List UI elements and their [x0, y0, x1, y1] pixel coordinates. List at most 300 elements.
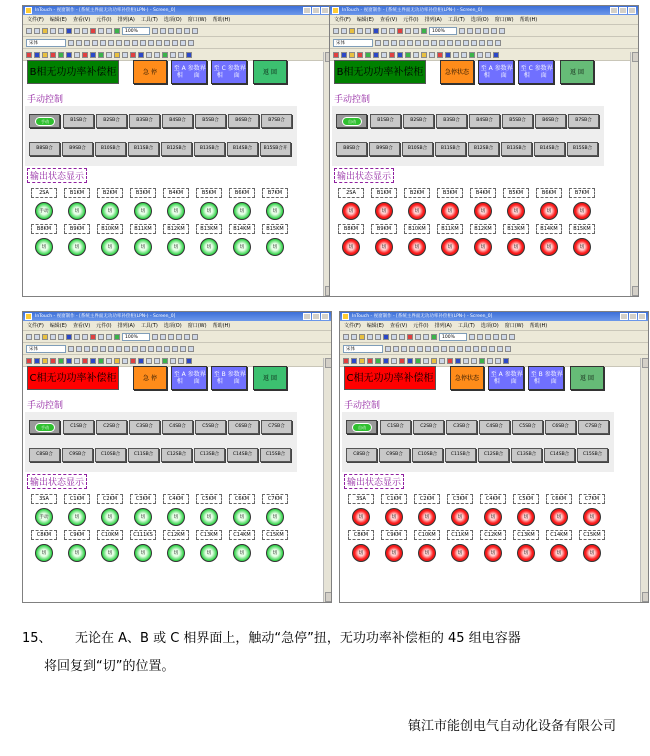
capacitor-switch-button[interactable]: B8SB合: [29, 142, 60, 156]
tool-icon[interactable]: [58, 334, 64, 340]
capacitor-switch-button[interactable]: B10SB合: [402, 142, 433, 156]
lamp-text: 切: [589, 551, 595, 556]
tool-icon[interactable]: [164, 346, 170, 352]
menu-item[interactable]: 选项(O): [480, 323, 499, 329]
tool-icon[interactable]: [92, 346, 98, 352]
capacitor-switch-button[interactable]: B7SB合: [568, 114, 599, 128]
tool-icon[interactable]: [180, 40, 186, 46]
tool-icon[interactable]: [148, 40, 154, 46]
tool-icon[interactable]: [479, 40, 485, 46]
capacitor-switch-button[interactable]: C8SB合: [29, 448, 60, 462]
capacitor-switch-button[interactable]: B6SB合: [228, 114, 259, 128]
close-button[interactable]: [321, 313, 329, 320]
back-button[interactable]: [253, 366, 287, 390]
menu-item[interactable]: 元件(I): [413, 323, 429, 329]
tool-icon[interactable]: [447, 40, 453, 46]
tool-icon[interactable]: [26, 28, 32, 34]
menu-item[interactable]: 窗口(W): [504, 323, 524, 329]
capacitor-switch-button[interactable]: C12SB合: [478, 448, 509, 462]
tool-icon[interactable]: [491, 28, 497, 34]
tool-icon[interactable]: [188, 40, 194, 46]
tool-icon[interactable]: [50, 334, 56, 340]
zoom-combo[interactable]: 100%: [122, 27, 150, 35]
tool-icon[interactable]: [176, 28, 182, 34]
capacitor-switch-button[interactable]: C11SB合: [128, 448, 159, 462]
maximize-button[interactable]: [619, 7, 627, 14]
tool-icon[interactable]: [439, 40, 445, 46]
status-lamp: [266, 544, 284, 562]
capacitor-switch-button[interactable]: C3SB合: [129, 420, 160, 434]
capacitor-switch-button[interactable]: C6SB合: [545, 420, 576, 434]
output-label: C10KM: [97, 530, 123, 540]
capacitor-switch-button[interactable]: B10SB合: [95, 142, 126, 156]
menu-item[interactable]: 编辑(E): [356, 17, 374, 23]
tool-icon[interactable]: [471, 40, 477, 46]
phase-title: C相无功功率补偿柜: [344, 366, 436, 390]
tool-icon[interactable]: [423, 334, 429, 340]
tool-icon[interactable]: [397, 28, 403, 34]
tool-icon[interactable]: [74, 334, 80, 340]
tool-icon[interactable]: [333, 28, 339, 34]
tool-icon[interactable]: [441, 346, 447, 352]
maximize-button[interactable]: [312, 7, 320, 14]
capacitor-switch-button[interactable]: B11SB合: [435, 142, 466, 156]
back-button[interactable]: [560, 60, 594, 84]
lamp-text: 切: [513, 245, 519, 250]
tool-icon[interactable]: [455, 40, 461, 46]
goto-phase-params-button[interactable]: [518, 60, 554, 84]
capacitor-switch-button[interactable]: B5SB合: [195, 114, 226, 128]
tool-icon[interactable]: [34, 334, 40, 340]
close-button[interactable]: [321, 7, 329, 14]
tool-icon[interactable]: [399, 40, 405, 46]
tool-icon[interactable]: [391, 40, 397, 46]
tool-icon[interactable]: [375, 40, 381, 46]
goto-phase-params-button[interactable]: [211, 60, 247, 84]
tool-icon[interactable]: [114, 28, 120, 34]
capacitor-switch-button[interactable]: B3SB合: [436, 114, 467, 128]
tool-icon[interactable]: [357, 28, 363, 34]
capacitor-switch-button[interactable]: C14SB合: [544, 448, 575, 462]
capacitor-switch-button[interactable]: B5SB合: [502, 114, 533, 128]
tool-icon[interactable]: [431, 40, 437, 46]
tool-icon[interactable]: [92, 40, 98, 46]
capacitor-switch-button[interactable]: B9SB合: [369, 142, 400, 156]
tool-icon[interactable]: [415, 40, 421, 46]
tool-icon[interactable]: [180, 346, 186, 352]
status-lamp: [573, 238, 591, 256]
output-label: C15KM: [579, 530, 605, 540]
capacitor-switch-button[interactable]: B14SB合: [227, 142, 258, 156]
capacitor-switch-button[interactable]: B12SB合: [161, 142, 192, 156]
minimize-button[interactable]: [610, 7, 618, 14]
menu-item[interactable]: 排列(A): [117, 323, 135, 329]
tool-icon[interactable]: [76, 346, 82, 352]
tool-icon[interactable]: [82, 334, 88, 340]
tool-icon[interactable]: [375, 334, 381, 340]
tool-icon[interactable]: [76, 40, 82, 46]
menu-item[interactable]: 查看(V): [389, 323, 408, 329]
capacitor-switch-button[interactable]: B6SB合: [535, 114, 566, 128]
tool-icon[interactable]: [116, 346, 122, 352]
zoom-combo[interactable]: 100%: [122, 333, 150, 341]
menu-item[interactable]: 编辑(E): [366, 323, 384, 329]
capacitor-switch-button[interactable]: C2SB合: [413, 420, 444, 434]
menu-item[interactable]: 选项(O): [163, 17, 182, 23]
tool-icon[interactable]: [405, 28, 411, 34]
tool-icon[interactable]: [152, 334, 158, 340]
capacitor-switch-button[interactable]: C10SB合: [95, 448, 126, 462]
output-label: C2KM: [97, 494, 123, 504]
tool-icon[interactable]: [108, 40, 114, 46]
goto-phase-params-button[interactable]: [171, 366, 207, 390]
tool-icon[interactable]: [184, 334, 190, 340]
tool-icon[interactable]: [156, 346, 162, 352]
back-button[interactable]: [570, 366, 604, 390]
capacitor-switch-button[interactable]: C7SB合: [578, 420, 609, 434]
menu-item[interactable]: 查看(V): [72, 17, 91, 23]
goto-label-2: 参数界面: [534, 65, 553, 79]
tool-icon[interactable]: [124, 346, 130, 352]
tool-icon[interactable]: [501, 334, 507, 340]
tool-icon[interactable]: [413, 28, 419, 34]
capacitor-switch-button[interactable]: C9SB合: [379, 448, 410, 462]
tool-icon[interactable]: [431, 334, 437, 340]
capacitor-switch-button[interactable]: B13SB合: [501, 142, 532, 156]
menu-item[interactable]: 文件(F): [27, 323, 44, 329]
tool-icon[interactable]: [58, 28, 64, 34]
tool-icon[interactable]: [160, 28, 166, 34]
lamp-text: 切: [173, 551, 179, 556]
tool-icon[interactable]: [341, 28, 347, 34]
tool-icon[interactable]: [140, 346, 146, 352]
capacitor-switch-button[interactable]: C5SB合: [195, 420, 226, 434]
tool-icon[interactable]: [84, 40, 90, 46]
mode-switch[interactable]: [346, 420, 377, 434]
tool-icon[interactable]: [433, 346, 439, 352]
tool-icon[interactable]: [188, 346, 194, 352]
close-button[interactable]: [628, 7, 636, 14]
tool-icon[interactable]: [367, 334, 373, 340]
tool-icon[interactable]: [469, 334, 475, 340]
tool-icon[interactable]: [407, 40, 413, 46]
capacitor-switch-button[interactable]: C8SB合: [346, 448, 377, 462]
capacitor-switch-button[interactable]: C6SB合: [228, 420, 259, 434]
maximize-button[interactable]: [312, 313, 320, 320]
output-label: C2KM: [414, 494, 440, 504]
tool-icon[interactable]: [132, 40, 138, 46]
menu-item[interactable]: 帮助(H): [212, 17, 231, 23]
tool-icon[interactable]: [449, 346, 455, 352]
menu-item[interactable]: 帮助(H): [519, 17, 538, 23]
tool-icon[interactable]: [148, 346, 154, 352]
tool-icon[interactable]: [156, 40, 162, 46]
status-lamp: [200, 544, 218, 562]
output-label: C5KM: [513, 494, 539, 504]
close-button[interactable]: [638, 313, 646, 320]
tool-icon[interactable]: [184, 28, 190, 34]
tool-icon[interactable]: [42, 334, 48, 340]
tool-icon[interactable]: [467, 28, 473, 34]
font-combo[interactable]: 宋体: [26, 345, 66, 353]
tool-icon[interactable]: [100, 40, 106, 46]
capacitor-switch-button[interactable]: C10SB合: [412, 448, 443, 462]
tool-icon[interactable]: [84, 346, 90, 352]
mode-switch[interactable]: [29, 420, 60, 434]
lamp-text: 切: [41, 245, 47, 250]
tool-icon[interactable]: [391, 334, 397, 340]
tool-icon[interactable]: [114, 334, 120, 340]
tool-icon[interactable]: [68, 346, 74, 352]
tool-icon[interactable]: [68, 40, 74, 46]
menu-item[interactable]: 元件(I): [403, 17, 419, 23]
output-label: C3KM: [130, 494, 156, 504]
capacitor-switch-button[interactable]: B9SB合: [62, 142, 93, 156]
emergency-stop-button[interactable]: [440, 60, 474, 84]
menu-item[interactable]: 选项(O): [470, 17, 489, 23]
mode-switch[interactable]: [29, 114, 60, 128]
capacitor-switch-button[interactable]: C3SB合: [446, 420, 477, 434]
capacitor-switch-button[interactable]: C4SB合: [479, 420, 510, 434]
menu-item[interactable]: 排列(A): [117, 17, 135, 23]
maximize-button[interactable]: [629, 313, 637, 320]
capacitor-switch-button[interactable]: B4SB合: [162, 114, 193, 128]
tool-icon[interactable]: [385, 346, 391, 352]
minimize-button[interactable]: [303, 313, 311, 320]
menu-item[interactable]: 排列(A): [434, 323, 452, 329]
menu-item[interactable]: 工具(T): [457, 323, 475, 329]
goto-phase-params-button[interactable]: [211, 366, 247, 390]
goto-phase-params-button[interactable]: [171, 60, 207, 84]
tool-icon[interactable]: [425, 346, 431, 352]
capacitor-switch-button[interactable]: B8SB合: [336, 142, 367, 156]
capacitor-switch-button[interactable]: B3SB合: [129, 114, 160, 128]
menu-item[interactable]: 文件(F): [344, 323, 361, 329]
menu-item[interactable]: 编辑(E): [49, 323, 67, 329]
menu-item[interactable]: 窗口(W): [187, 323, 207, 329]
capacitor-switch-button[interactable]: C15SB合: [577, 448, 608, 462]
tool-icon[interactable]: [475, 28, 481, 34]
tool-icon[interactable]: [381, 28, 387, 34]
tool-icon[interactable]: [82, 28, 88, 34]
tool-icon[interactable]: [509, 334, 515, 340]
tool-icon[interactable]: [473, 346, 479, 352]
tool-icon[interactable]: [26, 334, 32, 340]
status-lamp: [233, 238, 251, 256]
zoom-combo[interactable]: 100%: [429, 27, 457, 35]
font-combo[interactable]: 宋体: [343, 345, 383, 353]
goto-phase-params-button[interactable]: [528, 366, 564, 390]
tool-icon[interactable]: [499, 28, 505, 34]
tool-icon[interactable]: [497, 346, 503, 352]
menu-item[interactable]: 文件(F): [27, 17, 44, 23]
tool-icon[interactable]: [74, 28, 80, 34]
tool-icon[interactable]: [489, 346, 495, 352]
capacitor-switch-button[interactable]: B2SB合: [96, 114, 127, 128]
tool-icon[interactable]: [423, 40, 429, 46]
tool-icon[interactable]: [487, 40, 493, 46]
tool-icon[interactable]: [100, 346, 106, 352]
mode-switch[interactable]: [336, 114, 367, 128]
capacitor-switch-button[interactable]: B11SB合: [128, 142, 159, 156]
capacitor-switch-button[interactable]: C2SB合: [96, 420, 127, 434]
tool-icon[interactable]: [192, 28, 198, 34]
capacitor-switch-button[interactable]: C14SB合: [227, 448, 258, 462]
capacitor-switch-button[interactable]: C1SB合: [380, 420, 411, 434]
goto-label-2: 参数界面: [544, 371, 563, 385]
capacitor-switch-button[interactable]: B14SB合: [534, 142, 565, 156]
capacitor-switch-button[interactable]: B15SB合开: [260, 142, 291, 156]
tool-icon[interactable]: [172, 40, 178, 46]
capacitor-switch-button[interactable]: B2SB合: [403, 114, 434, 128]
tool-icon[interactable]: [116, 40, 122, 46]
minimize-button[interactable]: [620, 313, 628, 320]
status-lamp: [484, 544, 502, 562]
tool-icon[interactable]: [463, 40, 469, 46]
tool-icon[interactable]: [108, 346, 114, 352]
menu-item[interactable]: 窗口(W): [187, 17, 207, 23]
menu-item[interactable]: 工具(T): [140, 17, 158, 23]
tool-icon[interactable]: [505, 346, 511, 352]
tool-icon[interactable]: [168, 28, 174, 34]
lamp-text: 切: [513, 209, 519, 214]
capacitor-switch-button[interactable]: B4SB合: [469, 114, 500, 128]
tool-icon[interactable]: [495, 40, 501, 46]
tool-icon[interactable]: [176, 334, 182, 340]
back-label: 返 回: [570, 68, 584, 76]
menu-item[interactable]: 查看(V): [379, 17, 398, 23]
tool-icon[interactable]: [401, 346, 407, 352]
tool-icon[interactable]: [152, 28, 158, 34]
tool-icon[interactable]: [66, 28, 72, 34]
tool-icon[interactable]: [483, 28, 489, 34]
tool-icon[interactable]: [493, 334, 499, 340]
tool-icon[interactable]: [106, 28, 112, 34]
capacitor-switch-button[interactable]: C13SB合: [194, 448, 225, 462]
tool-icon[interactable]: [66, 334, 72, 340]
tool-icon[interactable]: [465, 346, 471, 352]
tool-icon[interactable]: [349, 28, 355, 34]
menu-item[interactable]: 工具(T): [140, 323, 158, 329]
tool-icon[interactable]: [343, 334, 349, 340]
capacitor-switch-button[interactable]: C13SB合: [511, 448, 542, 462]
tool-icon[interactable]: [140, 40, 146, 46]
menu-item[interactable]: 工具(T): [447, 17, 465, 23]
tool-icon[interactable]: [365, 28, 371, 34]
zoom-combo[interactable]: 100%: [439, 333, 467, 341]
capacitor-switch-button[interactable]: B15SB合: [567, 142, 598, 156]
minimize-button[interactable]: [303, 7, 311, 14]
tool-icon[interactable]: [373, 28, 379, 34]
tool-icon[interactable]: [124, 40, 130, 46]
capacitor-switch-button[interactable]: C15SB合: [260, 448, 291, 462]
tool-icon[interactable]: [132, 346, 138, 352]
font-combo[interactable]: 宋体: [333, 39, 373, 47]
lamp-text: 切: [140, 245, 146, 250]
tool-icon[interactable]: [485, 334, 491, 340]
tool-icon[interactable]: [389, 28, 395, 34]
tool-icon[interactable]: [42, 28, 48, 34]
tool-icon[interactable]: [399, 334, 405, 340]
tool-icon[interactable]: [383, 40, 389, 46]
capacitor-switch-button[interactable]: B7SB合: [261, 114, 292, 128]
lamp-text: 切: [447, 245, 453, 250]
lamp-text: 切: [358, 515, 364, 520]
output-label: C7KM: [579, 494, 605, 504]
capacitor-switch-button[interactable]: C7SB合: [261, 420, 292, 434]
tool-icon[interactable]: [393, 346, 399, 352]
lamp-text: 切: [74, 245, 80, 250]
capacitor-switch-button[interactable]: C12SB合: [161, 448, 192, 462]
tool-icon[interactable]: [172, 346, 178, 352]
menu-item[interactable]: 帮助(H): [212, 323, 231, 329]
tool-icon[interactable]: [351, 334, 357, 340]
capacitor-switch-button[interactable]: C1SB合: [63, 420, 94, 434]
emergency-stop-button[interactable]: [133, 366, 167, 390]
capacitor-switch-button[interactable]: C11SB合: [445, 448, 476, 462]
capacitor-switch-button[interactable]: C5SB合: [512, 420, 543, 434]
goto-phase-params-button[interactable]: [478, 60, 514, 84]
font-combo[interactable]: 宋体: [26, 39, 66, 47]
tool-icon[interactable]: [160, 334, 166, 340]
lamp-text: 切: [140, 551, 146, 556]
output-label: C13KM: [196, 530, 222, 540]
back-button[interactable]: [253, 60, 287, 84]
tool-icon[interactable]: [359, 334, 365, 340]
tool-icon[interactable]: [90, 334, 96, 340]
menu-item[interactable]: 文件(F): [334, 17, 351, 23]
tool-icon[interactable]: [421, 28, 427, 34]
tool-icon[interactable]: [415, 334, 421, 340]
menu-item[interactable]: 元件(I): [96, 323, 112, 329]
capacitor-switch-button[interactable]: B1SB合: [63, 114, 94, 128]
emergency-stop-button[interactable]: [450, 366, 484, 390]
tool-icon[interactable]: [106, 334, 112, 340]
emergency-stop-button[interactable]: [133, 60, 167, 84]
menu-item[interactable]: 选项(O): [163, 323, 182, 329]
menu-item[interactable]: 编辑(E): [49, 17, 67, 23]
tool-icon[interactable]: [192, 334, 198, 340]
tool-icon[interactable]: [90, 28, 96, 34]
menu-item[interactable]: 帮助(H): [529, 323, 548, 329]
tool-icon[interactable]: [459, 28, 465, 34]
menu-item[interactable]: 元件(I): [96, 17, 112, 23]
tool-icon[interactable]: [477, 334, 483, 340]
capacitor-switch-button[interactable]: B1SB合: [370, 114, 401, 128]
tool-icon[interactable]: [481, 346, 487, 352]
tool-icon[interactable]: [457, 346, 463, 352]
tool-icon[interactable]: [164, 40, 170, 46]
menu-item[interactable]: 查看(V): [72, 323, 91, 329]
capacitor-switch-button[interactable]: C9SB合: [62, 448, 93, 462]
menu-item[interactable]: 窗口(W): [494, 17, 514, 23]
menu-item[interactable]: 排列(A): [424, 17, 442, 23]
tool-icon[interactable]: [98, 334, 104, 340]
tool-icon[interactable]: [407, 334, 413, 340]
capacitor-switch-button[interactable]: B13SB合: [194, 142, 225, 156]
tool-icon[interactable]: [383, 334, 389, 340]
tool-icon[interactable]: [168, 334, 174, 340]
tool-icon[interactable]: [98, 28, 104, 34]
tool-icon[interactable]: [34, 28, 40, 34]
tool-icon[interactable]: [417, 346, 423, 352]
tool-icon[interactable]: [50, 28, 56, 34]
capacitor-switch-button[interactable]: C4SB合: [162, 420, 193, 434]
output-label: B4KM: [470, 188, 496, 198]
goto-phase-params-button[interactable]: [488, 366, 524, 390]
tool-icon[interactable]: [409, 346, 415, 352]
capacitor-switch-button[interactable]: B12SB合: [468, 142, 499, 156]
